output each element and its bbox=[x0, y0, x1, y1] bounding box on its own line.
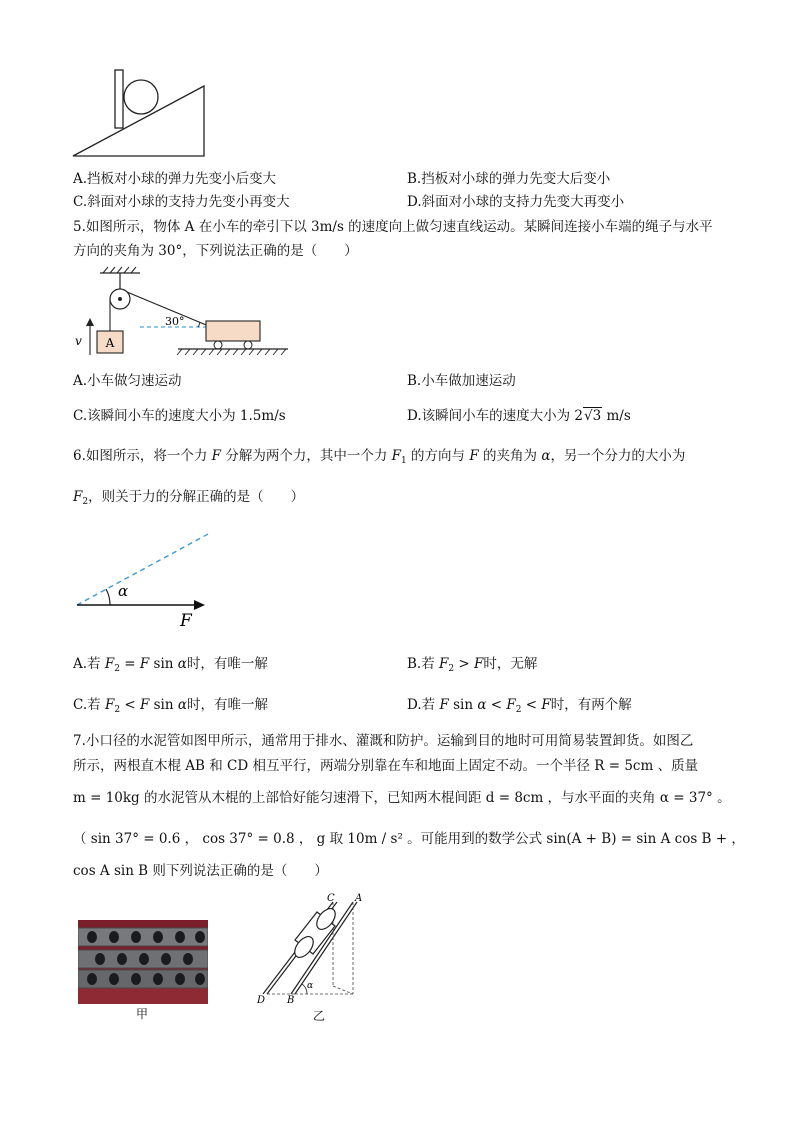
q4-incline-figure bbox=[70, 64, 210, 160]
q6-f-label: F bbox=[180, 611, 192, 631]
q5-option-d: D.该瞬间小车的速度大小为 2√3 m/s bbox=[407, 408, 631, 424]
q6-option-a: A.若 $F_2 = F$ sin α时，有唯一解 bbox=[73, 656, 268, 674]
q6-option-c: C.若 $F_2 < F$ sin α时，有唯一解 bbox=[73, 697, 268, 715]
svg-text:C: C bbox=[327, 893, 335, 904]
q7-pipes-photo bbox=[78, 920, 208, 1004]
q5-angle-label: 30° bbox=[165, 315, 185, 328]
q4-option-b: B.挡板对小球的弹力先变大后变小 bbox=[407, 171, 611, 187]
svg-text:D: D bbox=[257, 995, 266, 1005]
q4-ball bbox=[124, 80, 158, 114]
q5-stem-line1: 5.如图所示，物体 A 在小车的牵引下以 3m/s 的速度向上做匀速直线运动。某瞬间连接小车端的绳子与水平 bbox=[73, 219, 713, 235]
q5-pulley-figure bbox=[70, 265, 295, 360]
q6-option-b: B.若 $F_2 > F$时，无解 bbox=[407, 656, 538, 674]
q6-force-figure bbox=[70, 525, 220, 633]
q6-option-d: D.若 F $\sin \alpha < F_2 < F$时，有两个解 bbox=[407, 697, 632, 715]
svg-text:A: A bbox=[355, 893, 363, 904]
q7-line4: （ sin 37° = 0.6 ， cos 37° = 0.8 ， g 取 10m / s² 。可能用到的数学公式 sin(A + B) = sin A cos B + ， bbox=[73, 831, 745, 847]
q7-figure-label-yi: 乙 bbox=[313, 1009, 326, 1023]
q5-option-c: C.该瞬间小车的速度大小为 1.5m/s bbox=[73, 408, 286, 424]
q6-stem-line1: 6.如图所示，将一个力 F 分解为两个力，其中一个力 $F_1$ 的方向与 F 的夹角为 α，另一个分力的大小为 bbox=[73, 448, 686, 466]
q5-block-label: A bbox=[105, 336, 115, 350]
q6-stem-line2: $F_2$，则关于力的分解正确的是（ ） bbox=[73, 489, 305, 507]
q7-line5: cos A sin B 则下列说法正确的是（ ） bbox=[73, 863, 328, 879]
svg-text:α: α bbox=[307, 981, 314, 991]
q4-option-c: C.斜面对小球的支持力先变小再变大 bbox=[73, 194, 290, 210]
svg-text:B: B bbox=[287, 995, 295, 1005]
q5-stem-line2: 方向的夹角为 30°，下列说法正确的是（ ） bbox=[73, 243, 358, 259]
q5-option-b: B.小车做加速运动 bbox=[407, 373, 516, 389]
q5-velocity-label: v bbox=[75, 334, 82, 348]
q7-line1: 7.小口径的水泥管如图甲所示，通常用于排水、灌溉和防护。运输到目的地时可用简易装置卸货。如图乙 bbox=[73, 733, 694, 749]
q7-figure-label-jia: 甲 bbox=[136, 1007, 149, 1021]
q5-cart bbox=[206, 321, 260, 341]
q4-board bbox=[115, 70, 123, 128]
q7-line2: 所示，两根直木棍 AB 和 CD 相互平行，两端分别靠在车和地面上固定不动。一个半径 R = 5cm 、质量 bbox=[73, 758, 699, 774]
q6-alpha-label: α bbox=[118, 582, 129, 600]
q7-sticks-figure bbox=[255, 890, 365, 1005]
q6-f1-direction bbox=[77, 533, 210, 605]
q7-line3: m = 10kg 的水泥管从木棍的上部恰好能匀速滑下，已知两木棍间距 d = 8cm ，与水平面的夹角 α = 37° 。 bbox=[73, 790, 731, 806]
q5-option-d-sqrt: √3 bbox=[584, 408, 602, 424]
q4-option-a: A.挡板对小球的弹力先变小后变大 bbox=[73, 171, 277, 187]
q4-option-d: D.斜面对小球的支持力先变大再变小 bbox=[407, 194, 625, 210]
q5-option-a: A.小车做匀速运动 bbox=[73, 373, 182, 389]
